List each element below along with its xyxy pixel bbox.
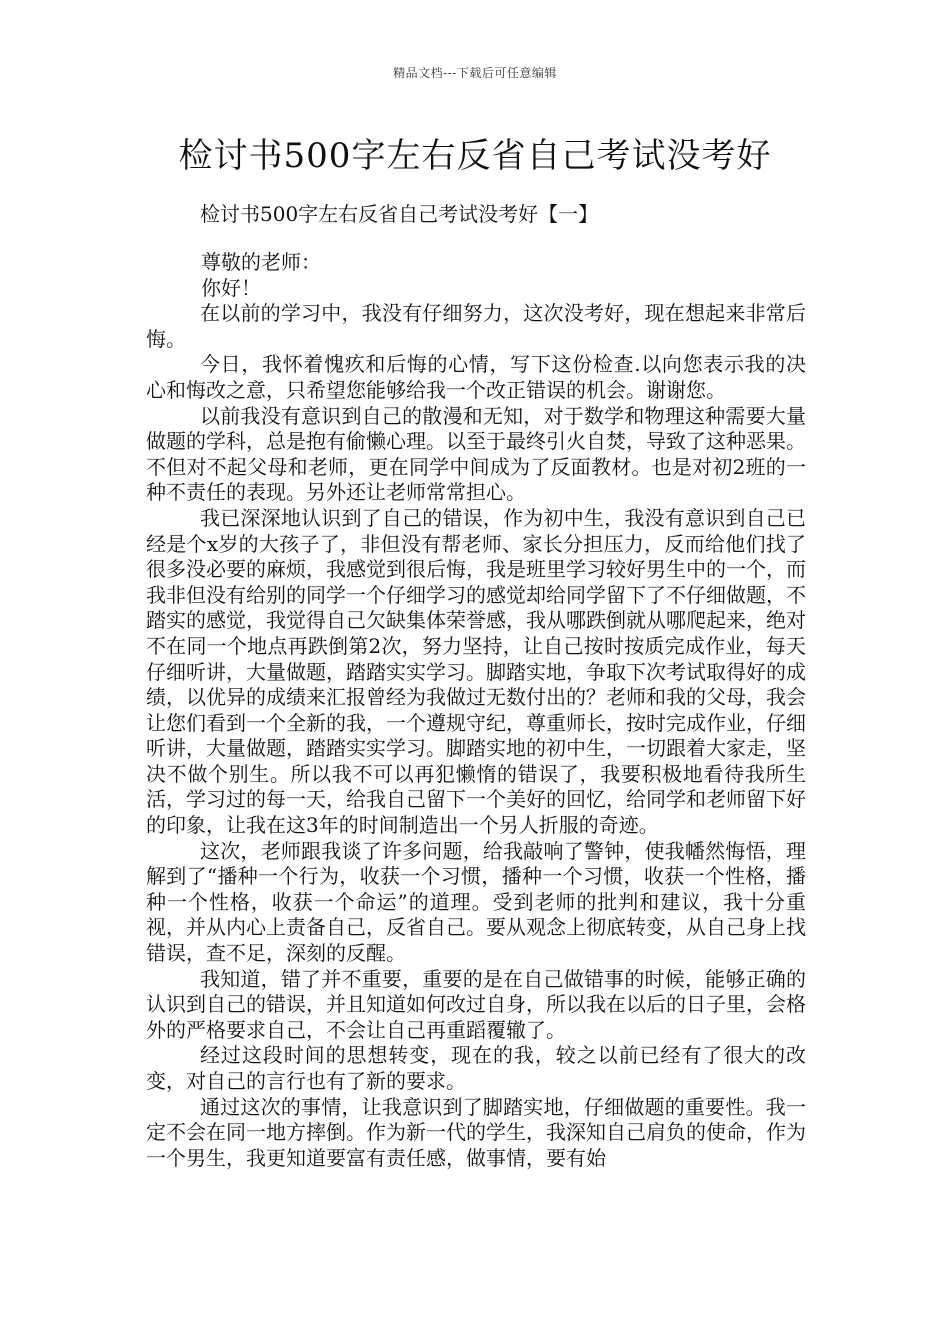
- document-subtitle: 检讨书500字左右反省自己考试没考好【一】: [200, 202, 599, 226]
- body-paragraph: 以前我没有意识到自己的散漫和无知，对于数学和物理这种需要大量做题的学科，总是抱有偷懒心理。以至于最终引火自焚，导致了这种恶果。不但对不起父母和老师，更在同学中间成为了反面教材。也是对初2班的一种不责任的表现。另外还让老师常常担心。: [146, 403, 806, 505]
- body-paragraph: 在以前的学习中，我没有仔细努力，这次没考好，现在想起来非常后悔。: [146, 301, 806, 351]
- body-paragraph: 今日，我怀着愧疚和后悔的心情，写下这份检查.以向您表示我的决心和悔改之意，只希望您能够给我一个改正错误的机会。谢谢您。: [146, 352, 806, 402]
- body-paragraph: 我知道，错了并不重要，重要的是在自己做错事的时候，能够正确的认识到自己的错误，并且知道如何改过自身，所以我在以后的日子里，会格外的严格要求自己，不会让自己再重蹈覆辙了。: [146, 966, 806, 1042]
- salutation: 尊敬的老师：: [201, 250, 321, 274]
- header-note: 精品文档---下载后可任意编辑: [393, 66, 557, 80]
- greeting: 你好！: [201, 275, 261, 300]
- body-paragraph: 经过这段时间的思想转变，现在的我，较之以前已经有了很大的改变，对自己的言行也有了新的要求。: [146, 1043, 806, 1093]
- body-paragraph: 通过这次的事情，让我意识到了脚踏实地，仔细做题的重要性。我一定不会在同一地方摔倒。作为新一代的学生，我深知自己肩负的使命，作为一个男生，我更知道要富有责任感，做事情，要有始: [146, 1094, 806, 1170]
- body-paragraph: 这次，老师跟我谈了许多问题，给我敲响了警钟，使我幡然悔悟，理解到了“播种一个行为，收获一个习惯，播种一个习惯，收获一个性格，播种一个性格，收获一个命运”的道理。受到老师的批判和建议，我十分重视，并从内心上责备自己，反省自己。要从观念上彻底转变，从自己身上找错误，查不足，深刻的反醒。: [146, 838, 806, 966]
- document-title: 检讨书500字左右反省自己考试没考好: [178, 136, 772, 176]
- body-paragraph: 我已深深地认识到了自己的错误，作为初中生，我没有意识到自己已经是个x岁的大孩子了，非但没有帮老师、家长分担压力，反而给他们找了很多没必要的麻烦，我感觉到很后悔，我是班里学习较好男生中的一个，而我非但没有给别的同学一个仔细学习的感觉却给同学留下了不仔细做题，不踏实的感觉，我觉得自己欠缺集体荣誉感，我从哪跌倒就从哪爬起来，绝对不在同一个地点再跌倒第2次，努力坚持，让自己按时按质完成作业，每天仔细听讲，大量做题，踏踏实实学习。脚踏实地，争取下次考试取得好的成绩，以优异的成绩来汇报曾经为我做过无数付出的？老师和我的父母，我会让您们看到一个全新的我，一个遵规守纪，尊重师长，按时完成作业，仔细听讲，大量做题，踏踏实实学习。脚踏实地的初中生，一切跟着大家走，坚决不做个别生。所以我不可以再犯懒惰的错误了，我要积极地看待我所生活，学习过的每一天，给我自己留下一个美好的回忆，给同学和老师留下好的印象，让我在这3年的时间制造出一个另人折服的奇迹。: [146, 505, 806, 838]
- document-body: [146, 250, 806, 1171]
